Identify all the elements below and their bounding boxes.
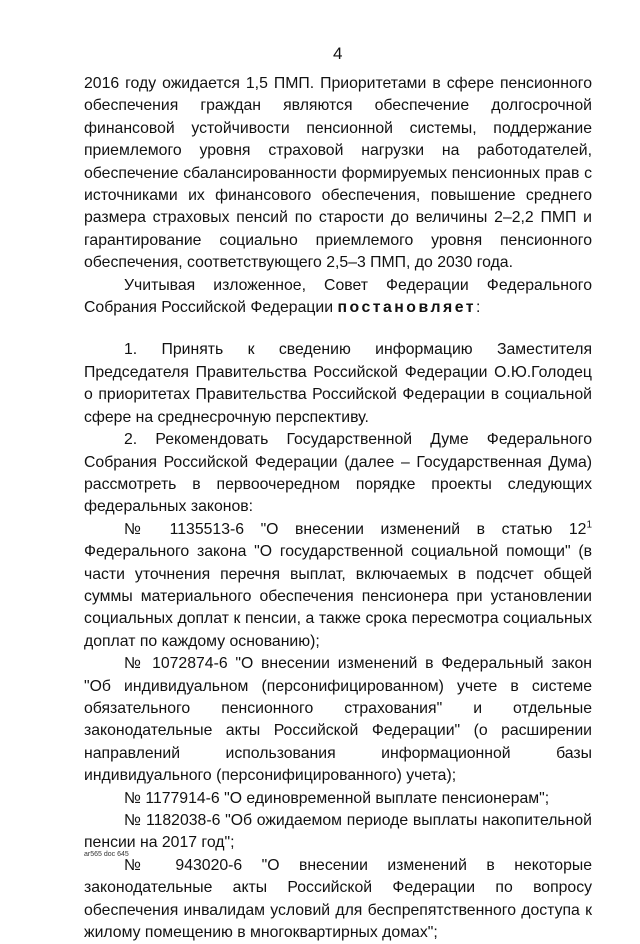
document-body: [84, 73, 592, 944]
paragraph-bill-943020: № 943020-6 "О внесении изменений в некоторые законодательные акты Российской Федерации по вопросу обеспечения инвалидам условий для беспрепятственного доступа к жилому помещению в многоквартирных домах";: [84, 856, 592, 942]
paragraph-bill-1177914: № 1177914-6 "О единовременной выплате пенсионерам";: [124, 789, 550, 807]
paragraph-bill-1135513: [84, 519, 592, 653]
bill-1135513-superscript: 1: [586, 519, 592, 531]
bill-1135513-title: № 1135513-6 "О внесении изменений в статью 12: [124, 520, 587, 538]
page-number: 4: [333, 44, 343, 63]
footer-code: ar565 doc 645: [84, 851, 129, 858]
resolution-colon: :: [476, 299, 481, 317]
paragraph-bill-1182038: № 1182038-6 "Об ожидаемом периоде выплаты накопительной пенсии на 2017 год";: [84, 812, 592, 852]
paragraph-item-1: 1. Принять к сведению информацию Заместителя Председателя Правительства Российской Федерации О.Ю.Голодец о приоритетах Правительства Российской Федерации в социальной сфере на среднесрочную перспективу.: [84, 341, 592, 426]
paragraph-item-2: 2. Рекомендовать Государственной Думе Федерального Собрания Российской Федерации (далее – Государственная Дума) рассмотреть в первоочередном порядке проекты следующих федеральных законов:: [84, 431, 592, 516]
paragraph-pension-priorities: 2016 году ожидается 1,5 ПМП. Приоритетами в сфере пенсионного обеспечения граждан являются обеспечение долгосрочной финансовой устойчивости пенсионной системы, поддержание приемлемого уровня страховой нагрузки на работодателей, обеспечение сбалансированности формируемых пенсионных прав с источниками их финансового обеспечения, повышение среднего размера страховых пенсий по старости до величины 2–2,2 ПМП и гарантирование социально приемлемого уровня пенсионного обеспечения, соответствующего 2,5–3 ПМП, до 2030 года.: [84, 75, 592, 272]
resolution-keyword: постановляет: [337, 299, 477, 317]
paragraph-resolution-intro: [84, 275, 592, 320]
paragraph-bill-1072874: № 1072874-6 "О внесении изменений в Федеральный закон "Об индивидуальном (персонифицированном) учете в системе обязательного пенсионного страхования" и отдельные законодательные акты Российской Федерации" (о расширении направлений использования информационной базы индивидуального (персонифицированного) учета);: [84, 655, 592, 785]
bill-1135513-text: Федерального закона "О государственной социальной помощи" (в части уточнения перечня выплат, включаемых в подсчет общей суммы материального обеспечения пенсионера при установлении социальных доплат к пенсии, а также срока пересмотра социальных доплат по каждому основанию);: [84, 543, 592, 650]
resolution-intro-text: Учитывая изложенное, Совет Федерации Федерального Собрания Российской Федерации: [84, 276, 592, 317]
